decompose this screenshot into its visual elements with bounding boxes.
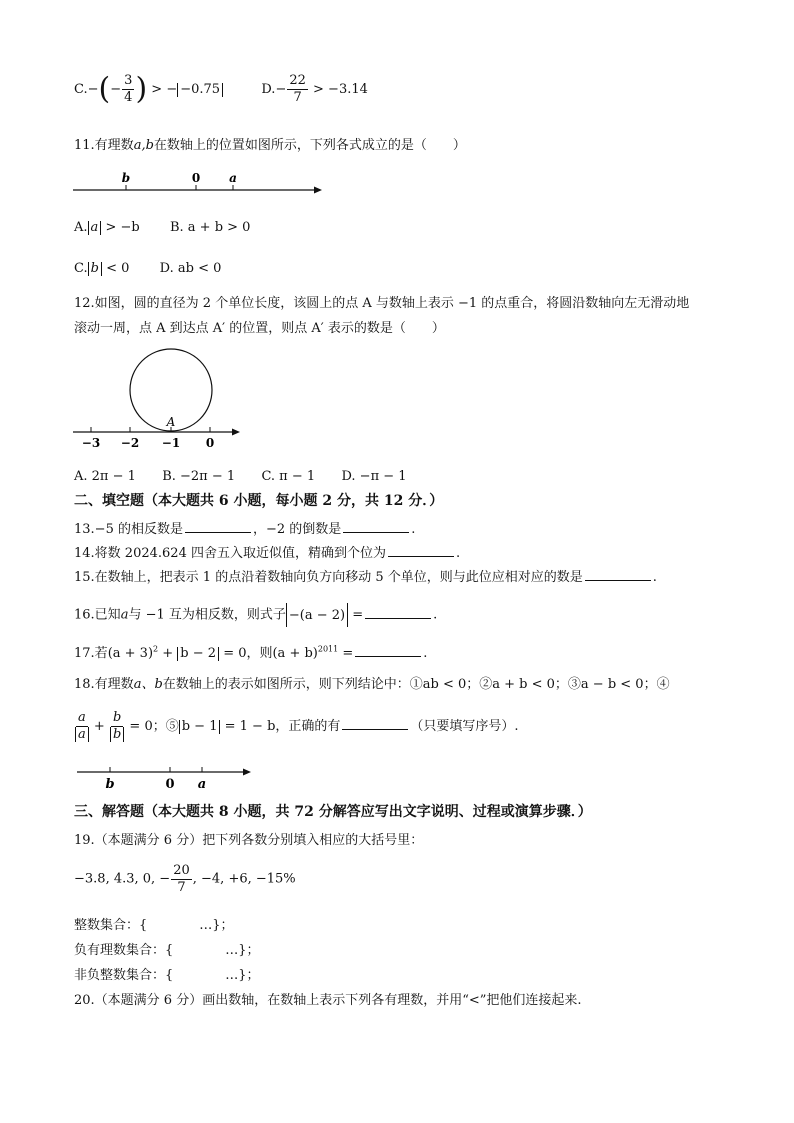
label-neg2: −2 — [120, 436, 140, 450]
q16: 16.已知a与 −1 互为相反数，则式子 −(a − 2) = . — [74, 603, 437, 627]
q18-line1: 18.有理数a、b在数轴上的表示如图所示，则下列结论中：①ab < 0；②a + b < 0；③a − b < 0；④ — [74, 677, 670, 692]
answer-blank[interactable] — [388, 545, 454, 557]
fraction: $\frac{b}{b}$ — [110, 711, 124, 742]
answer-blank[interactable] — [343, 521, 409, 533]
q12-option-a: A. 2π − 1 — [74, 469, 136, 484]
q13: 13.−5 的相反数是 ，−2 的倒数是 . — [74, 522, 416, 537]
fraction: $\frac{a}{a}$ — [75, 711, 89, 742]
fraction: $\frac{22}{7}$ — [289, 73, 306, 105]
q11-option-d: D. ab < 0 — [159, 261, 222, 276]
point-a-label: A — [166, 415, 176, 429]
q12-circle-figure — [70, 348, 250, 452]
label-neg1: −1 — [161, 436, 181, 450]
q20-stem: 20.（本题满分 6 分）画出数轴，在数轴上表示下列各有理数，并用“<”把他们连接起来. — [74, 993, 582, 1008]
q10-option-c: C.−(− $\frac{3}{4}$ ) > − −0.75 — [74, 82, 227, 97]
q11-options-cd — [74, 262, 221, 276]
q12-option-c: C. π − 1 — [261, 469, 316, 484]
label-b: b — [121, 171, 131, 185]
axis-arrow — [243, 769, 251, 776]
q19-set-integers: 整数集合：{ …}； — [74, 918, 234, 933]
q12-stem-line1: 12.如图，圆的直径为 2 个单位长度，该圆上的点 A 与数轴上表示 −1 的点重合，将圆沿数轴向左无滑动地 — [74, 296, 690, 311]
label-b: b — [105, 777, 115, 792]
q11-option-c: C. b < 0 — [74, 261, 130, 276]
answer-blank[interactable] — [342, 718, 408, 730]
q11-options-ab — [74, 221, 250, 235]
label-0: 0 — [191, 171, 201, 185]
q18-number-line — [74, 760, 259, 792]
q19-numbers: −3.8, 4.3, 0, − $\frac{20}{7}$ , −4, +6, −15% — [74, 863, 296, 895]
fraction: $\frac{3}{4}$ — [124, 73, 133, 105]
q17: 17.若$(a + 3)^2 + b - 2 = 0$，则$(a + b)^{2011}$ = . — [74, 644, 428, 661]
label-a: a — [229, 171, 237, 185]
q19-set-negative-rationals: 负有理数集合：{ …}； — [74, 943, 260, 958]
q11-number-line — [70, 168, 330, 198]
q11-option-b: B. a + b > 0 — [169, 220, 251, 235]
q14: 14.将数 2024.624 四舍五入取近似值，精确到个位为 . — [74, 546, 461, 561]
axis-arrow — [314, 187, 322, 194]
section-2-heading: 二、填空题（本大题共 6 小题，每小题 2 分，共 12 分．） — [74, 493, 444, 509]
answer-blank[interactable] — [355, 645, 421, 657]
q12-stem-line2: 滚动一周，点 A 到达点 A′ 的位置，则点 A′ 表示的数是（ ） — [74, 321, 445, 336]
q19-stem: 19.（本题满分 6 分）把下列各数分别填入相应的大括号里： — [74, 833, 424, 848]
label-0: 0 — [165, 777, 175, 792]
label-0: 0 — [205, 436, 215, 450]
q11-option-a: A. a > −b — [74, 220, 140, 235]
q11-stem: 11.有理数a,b在数轴上的位置如图所示，下列各式成立的是（ ） — [74, 138, 466, 153]
axis-arrow — [232, 429, 240, 436]
q15: 15.在数轴上，把表示 1 的点沿着数轴向负方向移动 5 个单位，则与此位应相对应的数是 . — [74, 570, 657, 585]
q12-option-d: D. −π − 1 — [341, 469, 407, 484]
answer-blank[interactable] — [585, 569, 651, 581]
label-a: a — [197, 777, 207, 792]
q12-options — [74, 470, 407, 483]
answer-blank[interactable] — [365, 607, 431, 619]
label-neg3: −3 — [81, 436, 101, 450]
q10-option-d: D.− $\frac{22}{7}$ > −3.14 — [261, 73, 368, 105]
answer-blank[interactable] — [185, 521, 251, 533]
section-3-heading: 三、解答题（本大题共 8 小题，共 72 分解答应写出文字说明、过程或演算步骤．） — [74, 804, 592, 820]
q12-option-b: B. −2π − 1 — [162, 469, 236, 484]
q19-set-nonnegative-integers: 非负整数集合：{ …}； — [74, 968, 260, 983]
fraction: $\frac{20}{7}$ — [173, 863, 190, 895]
q18-line2: $\frac{a}{a}$ + $\frac{b}{b}$ = 0；⑤ b − 1 = 1 − b，正确的有 （只要填写序号）. — [74, 711, 519, 742]
q10-options — [74, 71, 368, 107]
